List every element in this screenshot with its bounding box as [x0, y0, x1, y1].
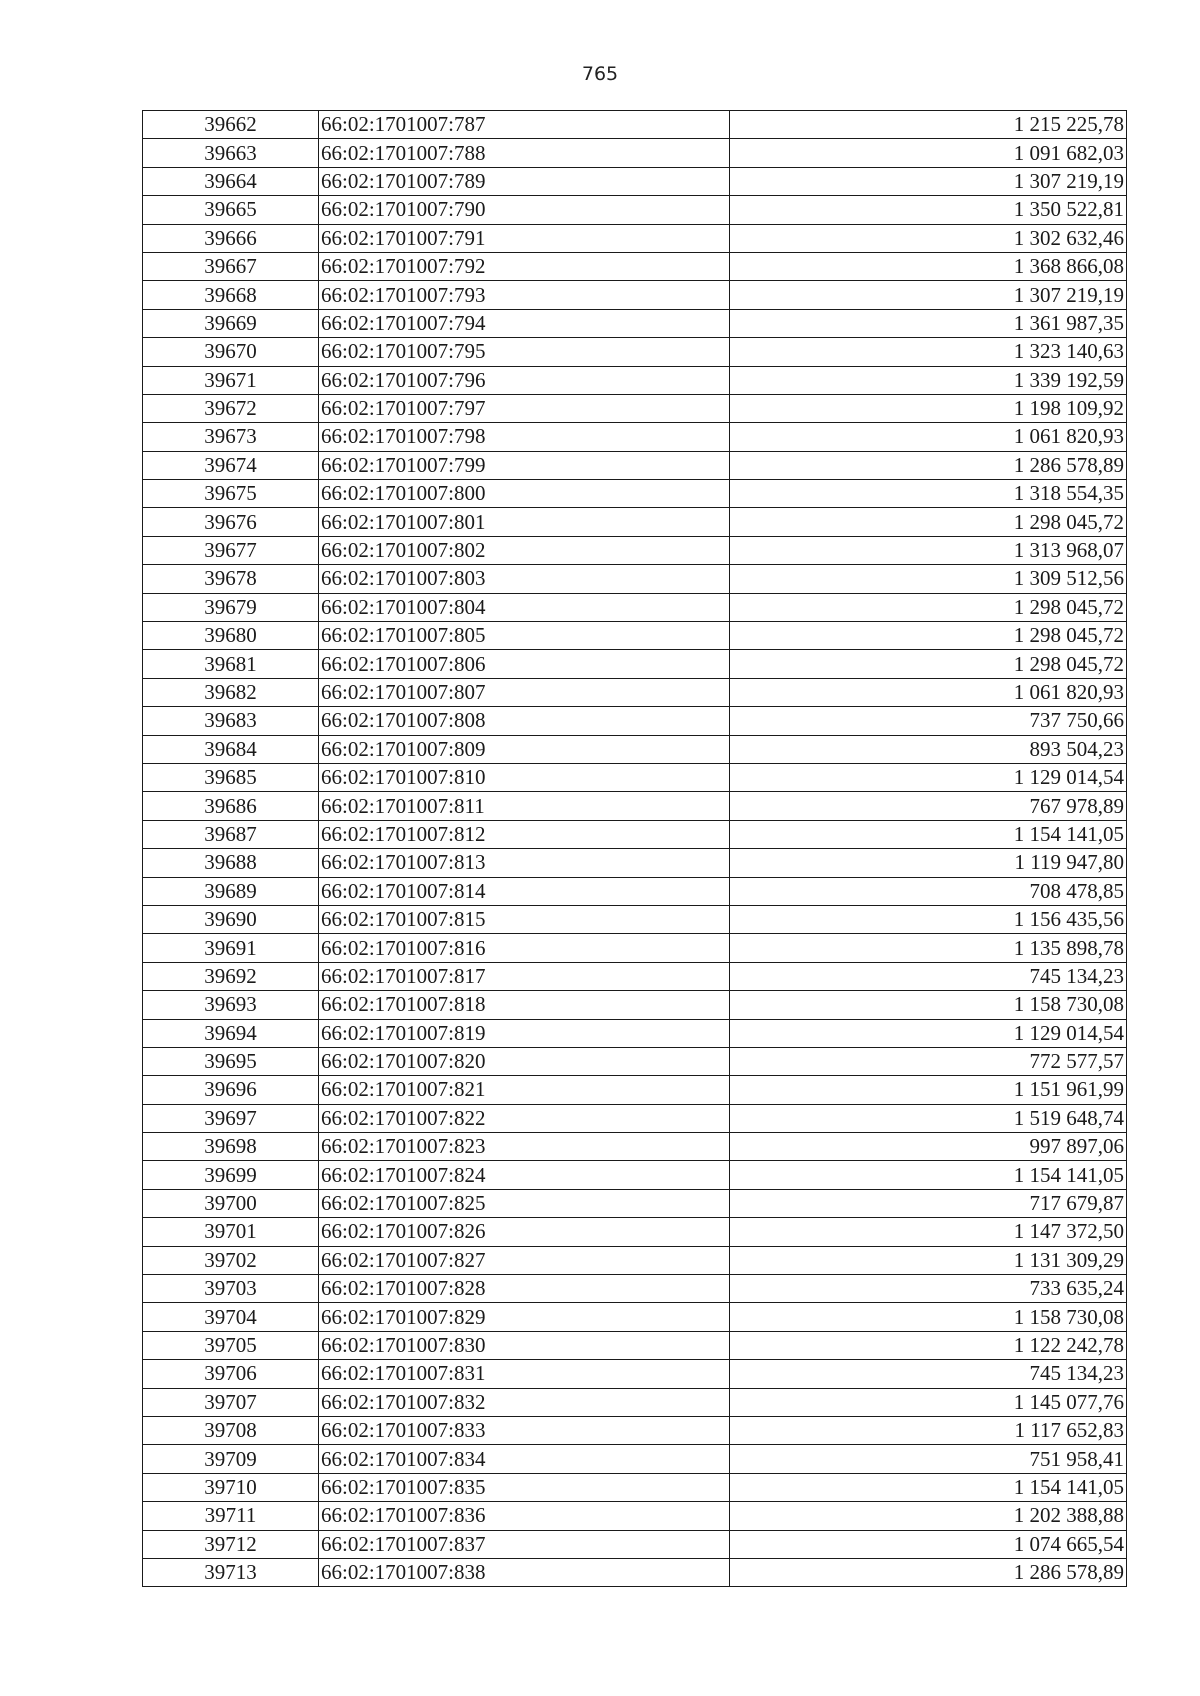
cadastral-number-cell: 66:02:1701007:799: [319, 451, 730, 479]
table-row: [143, 962, 1127, 990]
table-row: [143, 1558, 1127, 1586]
cadastral-number-cell: 66:02:1701007:788: [319, 139, 730, 167]
table-row: [143, 593, 1127, 621]
cadastral-number-cell: 66:02:1701007:803: [319, 565, 730, 593]
cadastral-number-cell: 66:02:1701007:802: [319, 536, 730, 564]
row-number-cell: 39702: [143, 1246, 319, 1274]
table-row: [143, 423, 1127, 451]
cadastral-value-cell: 1 135 898,78: [730, 934, 1127, 962]
table-row: [143, 394, 1127, 422]
cadastral-value-cell: 1 158 730,08: [730, 991, 1127, 1019]
cadastral-value-cell: 1 307 219,19: [730, 167, 1127, 195]
table-row: [143, 309, 1127, 337]
table-row: [143, 905, 1127, 933]
cadastral-value-cell: 1 298 045,72: [730, 508, 1127, 536]
table-row: [143, 111, 1127, 139]
row-number-cell: 39701: [143, 1218, 319, 1246]
table-row: [143, 763, 1127, 791]
cadastral-value-cell: 745 134,23: [730, 962, 1127, 990]
cadastral-value-cell: 1 198 109,92: [730, 394, 1127, 422]
cadastral-number-cell: 66:02:1701007:816: [319, 934, 730, 962]
row-number-cell: 39712: [143, 1530, 319, 1558]
cadastral-value-cell: 1 361 987,35: [730, 309, 1127, 337]
table-row: [143, 338, 1127, 366]
cadastral-value-cell: 1 286 578,89: [730, 1558, 1127, 1586]
cadastral-number-cell: 66:02:1701007:823: [319, 1133, 730, 1161]
cadastral-value-cell: 1 318 554,35: [730, 480, 1127, 508]
row-number-cell: 39672: [143, 394, 319, 422]
cadastral-value-cell: 1 215 225,78: [730, 111, 1127, 139]
cadastral-number-cell: 66:02:1701007:834: [319, 1445, 730, 1473]
cadastral-value-cell: 1 202 388,88: [730, 1502, 1127, 1530]
cadastral-value-cell: 772 577,57: [730, 1047, 1127, 1075]
cadastral-value-cell: 1 307 219,19: [730, 281, 1127, 309]
cadastral-value-cell: 1 154 141,05: [730, 820, 1127, 848]
table-row: [143, 1502, 1127, 1530]
cadastral-value-cell: 1 061 820,93: [730, 423, 1127, 451]
cadastral-number-cell: 66:02:1701007:793: [319, 281, 730, 309]
cadastral-number-cell: 66:02:1701007:800: [319, 480, 730, 508]
cadastral-number-cell: 66:02:1701007:838: [319, 1558, 730, 1586]
cadastral-number-cell: 66:02:1701007:818: [319, 991, 730, 1019]
row-number-cell: 39680: [143, 622, 319, 650]
row-number-cell: 39662: [143, 111, 319, 139]
cadastral-value-cell: 1 154 141,05: [730, 1473, 1127, 1501]
row-number-cell: 39709: [143, 1445, 319, 1473]
table-row: [143, 536, 1127, 564]
row-number-cell: 39678: [143, 565, 319, 593]
cadastral-value-cell: 1 323 140,63: [730, 338, 1127, 366]
table-row: [143, 281, 1127, 309]
cadastral-value-cell: 1 074 665,54: [730, 1530, 1127, 1558]
cadastral-number-cell: 66:02:1701007:821: [319, 1076, 730, 1104]
row-number-cell: 39675: [143, 480, 319, 508]
cadastral-value-cell: 1 145 077,76: [730, 1388, 1127, 1416]
row-number-cell: 39684: [143, 735, 319, 763]
cadastral-number-cell: 66:02:1701007:826: [319, 1218, 730, 1246]
cadastral-number-cell: 66:02:1701007:832: [319, 1388, 730, 1416]
cadastral-number-cell: 66:02:1701007:792: [319, 252, 730, 280]
table-row: [143, 1331, 1127, 1359]
cadastral-value-cell: 1 129 014,54: [730, 1019, 1127, 1047]
cadastral-value-cell: 1 122 242,78: [730, 1331, 1127, 1359]
cadastral-number-cell: 66:02:1701007:810: [319, 763, 730, 791]
row-number-cell: 39666: [143, 224, 319, 252]
table-row: [143, 1076, 1127, 1104]
row-number-cell: 39707: [143, 1388, 319, 1416]
table-row: [143, 1303, 1127, 1331]
row-number-cell: 39668: [143, 281, 319, 309]
cadastral-number-cell: 66:02:1701007:790: [319, 196, 730, 224]
cadastral-number-cell: 66:02:1701007:811: [319, 792, 730, 820]
page-number: 765: [581, 63, 619, 85]
cadastral-number-cell: 66:02:1701007:837: [319, 1530, 730, 1558]
cadastral-number-cell: 66:02:1701007:808: [319, 707, 730, 735]
cadastral-value-cell: 1 131 309,29: [730, 1246, 1127, 1274]
cadastral-number-cell: 66:02:1701007:796: [319, 366, 730, 394]
cadastral-number-cell: 66:02:1701007:830: [319, 1331, 730, 1359]
row-number-cell: 39696: [143, 1076, 319, 1104]
row-number-cell: 39694: [143, 1019, 319, 1047]
row-number-cell: 39663: [143, 139, 319, 167]
cadastral-number-cell: 66:02:1701007:801: [319, 508, 730, 536]
row-number-cell: 39682: [143, 678, 319, 706]
row-number-cell: 39705: [143, 1331, 319, 1359]
cadastral-number-cell: 66:02:1701007:833: [319, 1416, 730, 1444]
cadastral-value-cell: 1 119 947,80: [730, 849, 1127, 877]
cadastral-value-cell: 767 978,89: [730, 792, 1127, 820]
cadastral-number-cell: 66:02:1701007:804: [319, 593, 730, 621]
cadastral-number-cell: 66:02:1701007:791: [319, 224, 730, 252]
table-row: [143, 1104, 1127, 1132]
cadastral-value-cell: 1 339 192,59: [730, 366, 1127, 394]
row-number-cell: 39676: [143, 508, 319, 536]
table-row: [143, 224, 1127, 252]
table-row: [143, 1445, 1127, 1473]
cadastral-number-cell: 66:02:1701007:820: [319, 1047, 730, 1075]
table-row: [143, 707, 1127, 735]
table-row: [143, 451, 1127, 479]
cadastral-value-cell: 1 091 682,03: [730, 139, 1127, 167]
row-number-cell: 39697: [143, 1104, 319, 1132]
cadastral-number-cell: 66:02:1701007:806: [319, 650, 730, 678]
row-number-cell: 39671: [143, 366, 319, 394]
row-number-cell: 39691: [143, 934, 319, 962]
cadastral-number-cell: 66:02:1701007:836: [319, 1502, 730, 1530]
row-number-cell: 39699: [143, 1161, 319, 1189]
row-number-cell: 39693: [143, 991, 319, 1019]
row-number-cell: 39704: [143, 1303, 319, 1331]
cadastral-number-cell: 66:02:1701007:812: [319, 820, 730, 848]
cadastral-value-cell: 1 298 045,72: [730, 650, 1127, 678]
cadastral-number-cell: 66:02:1701007:822: [319, 1104, 730, 1132]
table-row: [143, 735, 1127, 763]
row-number-cell: 39686: [143, 792, 319, 820]
table-row: [143, 678, 1127, 706]
cadastral-value-cell: 717 679,87: [730, 1189, 1127, 1217]
row-number-cell: 39681: [143, 650, 319, 678]
row-number-cell: 39713: [143, 1558, 319, 1586]
table-row: [143, 1218, 1127, 1246]
cadastral-number-cell: 66:02:1701007:827: [319, 1246, 730, 1274]
table-row: [143, 1161, 1127, 1189]
cadastral-number-cell: 66:02:1701007:797: [319, 394, 730, 422]
row-number-cell: 39698: [143, 1133, 319, 1161]
table-row: [143, 1473, 1127, 1501]
row-number-cell: 39664: [143, 167, 319, 195]
table-row: [143, 565, 1127, 593]
row-number-cell: 39703: [143, 1275, 319, 1303]
table-row: [143, 622, 1127, 650]
cadastral-value-cell: 1 129 014,54: [730, 763, 1127, 791]
table-row: [143, 934, 1127, 962]
cadastral-number-cell: 66:02:1701007:794: [319, 309, 730, 337]
row-number-cell: 39706: [143, 1360, 319, 1388]
table-row: [143, 1416, 1127, 1444]
cadastral-value-cell: 1 302 632,46: [730, 224, 1127, 252]
cadastral-number-cell: 66:02:1701007:824: [319, 1161, 730, 1189]
row-number-cell: 39665: [143, 196, 319, 224]
row-number-cell: 39677: [143, 536, 319, 564]
table-row: [143, 820, 1127, 848]
cadastral-value-cell: 1 350 522,81: [730, 196, 1127, 224]
table-row: [143, 792, 1127, 820]
cadastral-value-cell: 893 504,23: [730, 735, 1127, 763]
cadastral-value-cell: 745 134,23: [730, 1360, 1127, 1388]
row-number-cell: 39710: [143, 1473, 319, 1501]
cadastral-number-cell: 66:02:1701007:787: [319, 111, 730, 139]
table-row: [143, 1133, 1127, 1161]
cadastral-value-cell: 1 368 866,08: [730, 252, 1127, 280]
cadastral-number-cell: 66:02:1701007:813: [319, 849, 730, 877]
row-number-cell: 39695: [143, 1047, 319, 1075]
table-row: [143, 1360, 1127, 1388]
cadastral-number-cell: 66:02:1701007:831: [319, 1360, 730, 1388]
table-row: [143, 480, 1127, 508]
row-number-cell: 39673: [143, 423, 319, 451]
table-row: [143, 991, 1127, 1019]
cadastral-value-cell: 1 298 045,72: [730, 622, 1127, 650]
table-row: [143, 877, 1127, 905]
cadastral-value-cell: 1 519 648,74: [730, 1104, 1127, 1132]
cadastral-value-cell: 1 061 820,93: [730, 678, 1127, 706]
cadastral-number-cell: 66:02:1701007:789: [319, 167, 730, 195]
row-number-cell: 39670: [143, 338, 319, 366]
row-number-cell: 39674: [143, 451, 319, 479]
table-row: [143, 1047, 1127, 1075]
table-row: [143, 366, 1127, 394]
cadastral-value-table: [142, 110, 1127, 1587]
cadastral-value-cell: 1 156 435,56: [730, 905, 1127, 933]
table-row: [143, 1275, 1127, 1303]
table-row: [143, 650, 1127, 678]
cadastral-value-cell: 733 635,24: [730, 1275, 1127, 1303]
cadastral-number-cell: 66:02:1701007:814: [319, 877, 730, 905]
cadastral-number-cell: 66:02:1701007:819: [319, 1019, 730, 1047]
cadastral-number-cell: 66:02:1701007:829: [319, 1303, 730, 1331]
cadastral-value-cell: 1 154 141,05: [730, 1161, 1127, 1189]
row-number-cell: 39685: [143, 763, 319, 791]
row-number-cell: 39669: [143, 309, 319, 337]
row-number-cell: 39692: [143, 962, 319, 990]
table-body: [143, 111, 1127, 1587]
row-number-cell: 39687: [143, 820, 319, 848]
cadastral-number-cell: 66:02:1701007:828: [319, 1275, 730, 1303]
cadastral-value-cell: 1 309 512,56: [730, 565, 1127, 593]
table-row: [143, 849, 1127, 877]
cadastral-number-cell: 66:02:1701007:825: [319, 1189, 730, 1217]
table-row: [143, 1388, 1127, 1416]
cadastral-value-cell: 1 298 045,72: [730, 593, 1127, 621]
table-row: [143, 1189, 1127, 1217]
table-row: [143, 167, 1127, 195]
row-number-cell: 39683: [143, 707, 319, 735]
table-row: [143, 1530, 1127, 1558]
cadastral-value-cell: 751 958,41: [730, 1445, 1127, 1473]
cadastral-value-cell: 1 147 372,50: [730, 1218, 1127, 1246]
cadastral-number-cell: 66:02:1701007:815: [319, 905, 730, 933]
cadastral-number-cell: 66:02:1701007:798: [319, 423, 730, 451]
row-number-cell: 39667: [143, 252, 319, 280]
cadastral-number-cell: 66:02:1701007:835: [319, 1473, 730, 1501]
row-number-cell: 39708: [143, 1416, 319, 1444]
table-row: [143, 508, 1127, 536]
cadastral-value-cell: 1 286 578,89: [730, 451, 1127, 479]
row-number-cell: 39689: [143, 877, 319, 905]
cadastral-value-cell: 1 117 652,83: [730, 1416, 1127, 1444]
table-row: [143, 1019, 1127, 1047]
cadastral-value-cell: 1 313 968,07: [730, 536, 1127, 564]
row-number-cell: 39688: [143, 849, 319, 877]
cadastral-number-cell: 66:02:1701007:817: [319, 962, 730, 990]
cadastral-number-cell: 66:02:1701007:809: [319, 735, 730, 763]
table-row: [143, 139, 1127, 167]
table-row: [143, 196, 1127, 224]
cadastral-value-cell: 1 151 961,99: [730, 1076, 1127, 1104]
cadastral-number-cell: 66:02:1701007:805: [319, 622, 730, 650]
cadastral-number-cell: 66:02:1701007:807: [319, 678, 730, 706]
cadastral-value-cell: 708 478,85: [730, 877, 1127, 905]
cadastral-number-cell: 66:02:1701007:795: [319, 338, 730, 366]
row-number-cell: 39679: [143, 593, 319, 621]
row-number-cell: 39690: [143, 905, 319, 933]
row-number-cell: 39711: [143, 1502, 319, 1530]
cadastral-value-cell: 1 158 730,08: [730, 1303, 1127, 1331]
row-number-cell: 39700: [143, 1189, 319, 1217]
cadastral-value-cell: 737 750,66: [730, 707, 1127, 735]
table-row: [143, 252, 1127, 280]
table-row: [143, 1246, 1127, 1274]
cadastral-value-cell: 997 897,06: [730, 1133, 1127, 1161]
